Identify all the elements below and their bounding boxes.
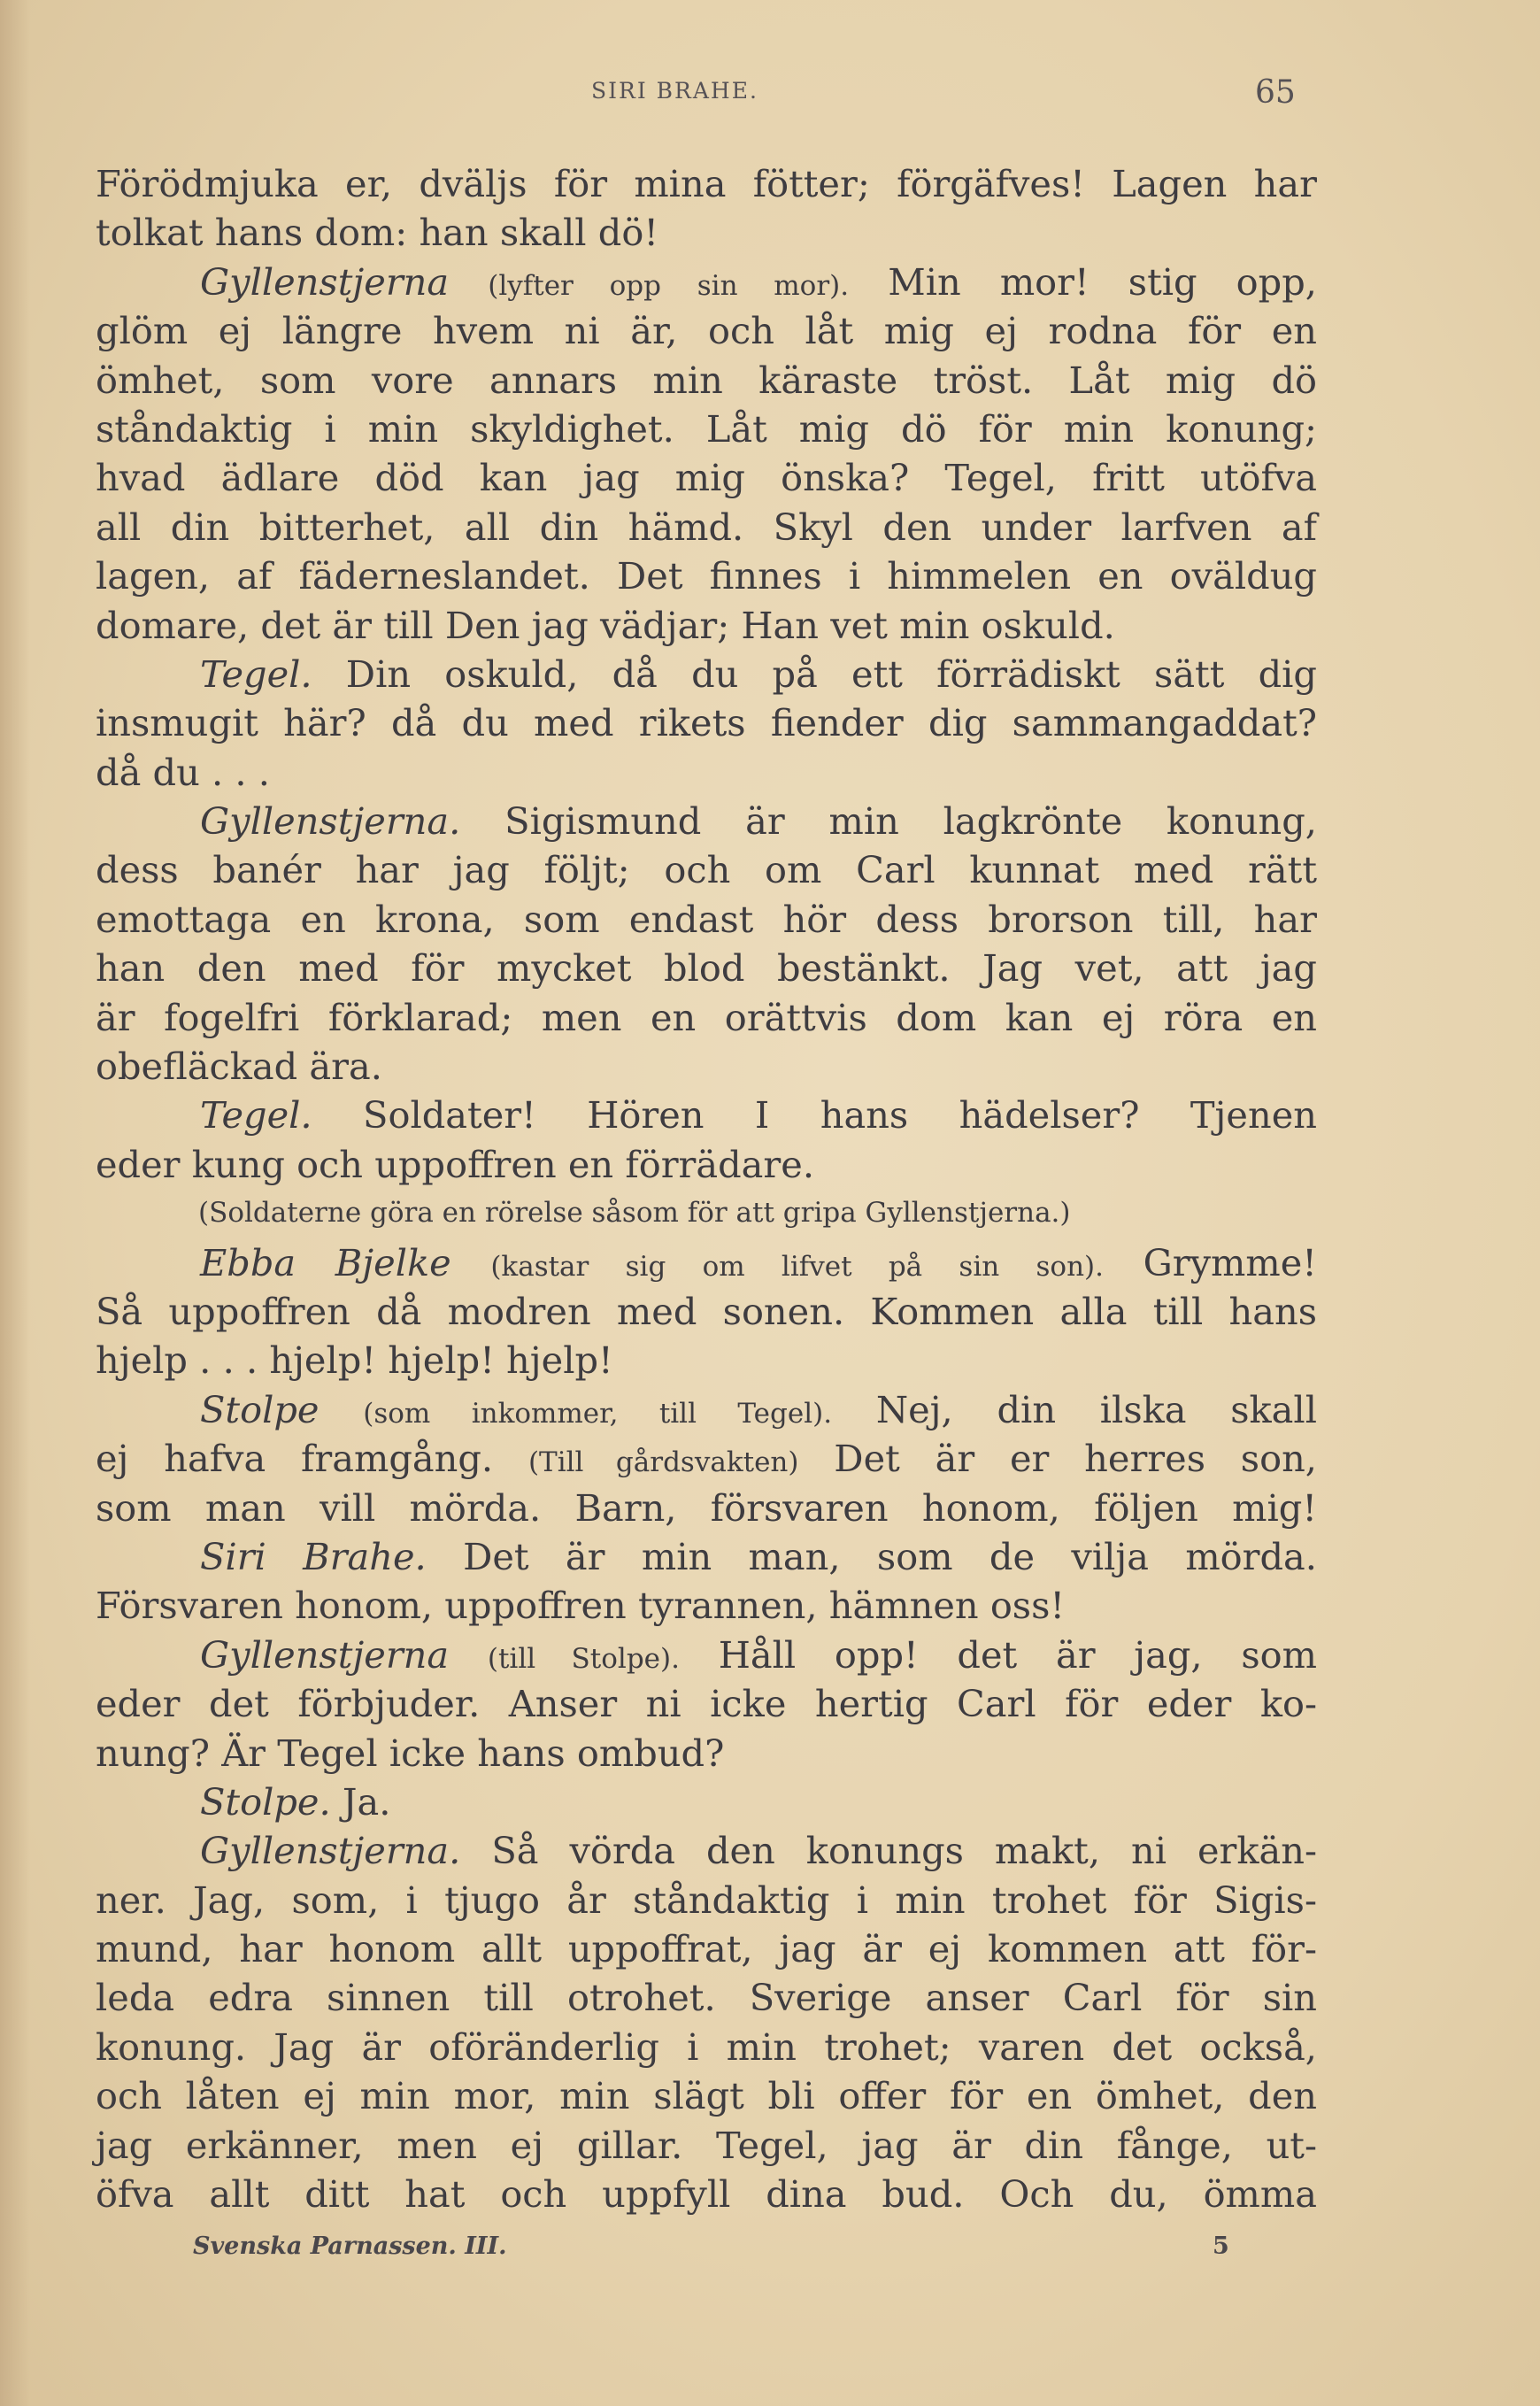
speech-text: Sigismund är min lagkrönte konung, [504,799,1318,844]
text-line: obefläckad ära. [96,1045,382,1089]
speech-line [96,1826,1317,1875]
text-line: leda edra sinnen till otrohet. Sverige anser Carl för sin [96,1976,1317,2020]
speech-line [96,650,1317,698]
speaker-name: Tegel. [200,1093,312,1137]
text-line: och låten ej min mor, min slägt bli offer för en ömhet, den [96,2074,1317,2118]
text-line: konung. Jag är oföränderlig i min trohet; varen det också, [96,2024,1317,2069]
text-line: jag erkänner, men ej gillar. Tegel, jag är din fånge, ut- [96,2123,1317,2167]
text-line: nung? Är Tegel icke hans ombud? [96,1731,725,1775]
speaker-name: Siri Brahe. [200,1534,427,1578]
speaker-name: Gyllenstjerna. [200,799,461,844]
speaker-name: Tegel. [200,652,312,696]
text-line: Försvaren honom, uppoffren tyrannen, hämnen oss! [96,1584,1066,1628]
speech-text: Nej, din ilska skall [875,1387,1317,1431]
speech-line [96,1238,1317,1287]
text-line: glöm ej längre hvem ni är, och låt mig ej rodna för en [96,309,1317,353]
text-line: all din bitterhet, all din hämd. Skyl den under larfven af [96,505,1317,549]
signature-number: 5 [1213,2232,1229,2260]
text-line: då du . . . [96,750,270,794]
page-gutter-shadow [0,0,30,2406]
speaker-name: Gyllenstjerna. [200,1829,461,1873]
speech-line [96,258,1317,306]
speech-line [96,1532,1317,1581]
text-line: tolkat hans dom: han skall dö! [96,211,658,255]
speech-line [96,1631,1317,1679]
text-line: dess banér har jag följt; och om Carl kunnat med rätt [96,848,1317,892]
text-line: hvad ädlare död kan jag mig önska? Tegel, fritt utöfva [96,456,1317,500]
speaker-name: Gyllenstjerna [200,259,450,304]
text-line: insmugit här? då du med rikets fiender dig sammangaddat? [96,701,1317,745]
speaker-name: Stolpe [200,1387,320,1431]
text-line: domare, det är till Den jag vädjar; Han vet min oskuld. [96,603,1115,647]
speech-text: Grymme! [1143,1240,1317,1284]
speech-text: Din oskuld, då du på ett förrädiskt sätt dig [345,652,1317,696]
speech-text: Så vörda den konungs makt, ni erkän- [491,1829,1317,1873]
text-line: ståndaktig i min skyldighet. Låt mig dö för min konung; [96,406,1317,451]
text-line: emottaga en krona, som endast hör dess brorson till, har [96,897,1317,941]
speech-line [96,1434,1317,1483]
stage-direction: (till Stolpe). [487,1642,680,1675]
text-line: som man vill mörda. Barn, försvaren honom, följen mig! [96,1485,1317,1530]
page-header [0,74,1540,113]
text-line: lagen, af fäderneslandet. Det finnes i himmelen en oväldug [96,554,1317,598]
running-title: SIRI BRAHE. [591,78,758,104]
text-line: ner. Jag, som, i tjugo år ståndaktig i min trohet för Sigis- [96,1878,1317,1922]
speech-line [96,1778,1317,1826]
speaker-name: Ebba Bjelke [200,1240,451,1284]
text-line: är fogelfri förklarad; men en orättvis dom kan ej röra en [96,995,1317,1039]
stage-direction: (som inkommer, till Tegel). [363,1397,833,1430]
speech-text: Det är er herres son, [834,1437,1318,1481]
text-line: ömhet, som vore annars min käraste tröst. Låt mig dö [96,358,1317,402]
speech-text: Ja. [342,1779,391,1824]
speaker-name: Gyllenstjerna [200,1632,450,1677]
page-number: 65 [1255,74,1296,111]
text-line: Förödmjuka er, dväljs för mina fötter; förgäfves! Lagen har [96,162,1317,205]
speech-text: Soldater! Hören I hans hädelser? Tjenen [363,1093,1317,1137]
speech-line [96,1091,1317,1139]
signature-title: Svenska Parnassen. III. [193,2232,507,2260]
speech-text: Det är min man, som de vilja mörda. [463,1534,1317,1578]
stage-direction: (kastar sig om lifvet på sin son). [490,1250,1104,1283]
text-line: eder kung och uppoffren en förrädare. [96,1142,815,1186]
speech-text: ej hafva framgång. [96,1437,494,1481]
speech-text: Min mor! stig opp, [888,259,1317,304]
text-line: Så uppoffren då modren med sonen. Kommen alla till hans [96,1289,1317,1333]
speech-line [96,1385,1317,1434]
speaker-name: Stolpe. [200,1779,331,1824]
page-footer [0,2232,1540,2268]
speech-line [96,797,1317,845]
text-line: eder det förbjuder. Anser ni icke hertig Carl för eder ko- [96,1682,1317,1726]
text-line: mund, har honom allt uppoffrat, jag är ej kommen att för- [96,1927,1317,1971]
stage-direction-line: (Soldaterne göra en rörelse såsom för att gripa Gyllenstjerna.) [198,1197,1071,1230]
body-text [96,159,1317,2218]
text-line: hjelp . . . hjelp! hjelp! hjelp! [96,1338,613,1383]
stage-direction: (Till gårdsvakten) [527,1446,799,1479]
text-line: öfva allt ditt hat och uppfyll dina bud. Och du, ömma [96,2172,1317,2217]
speech-text: Håll opp! det är jag, som [718,1632,1317,1677]
text-line: han den med för mycket blod bestänkt. Jag vet, att jag [96,946,1317,991]
stage-direction: (lyfter opp sin mor). [488,269,850,302]
